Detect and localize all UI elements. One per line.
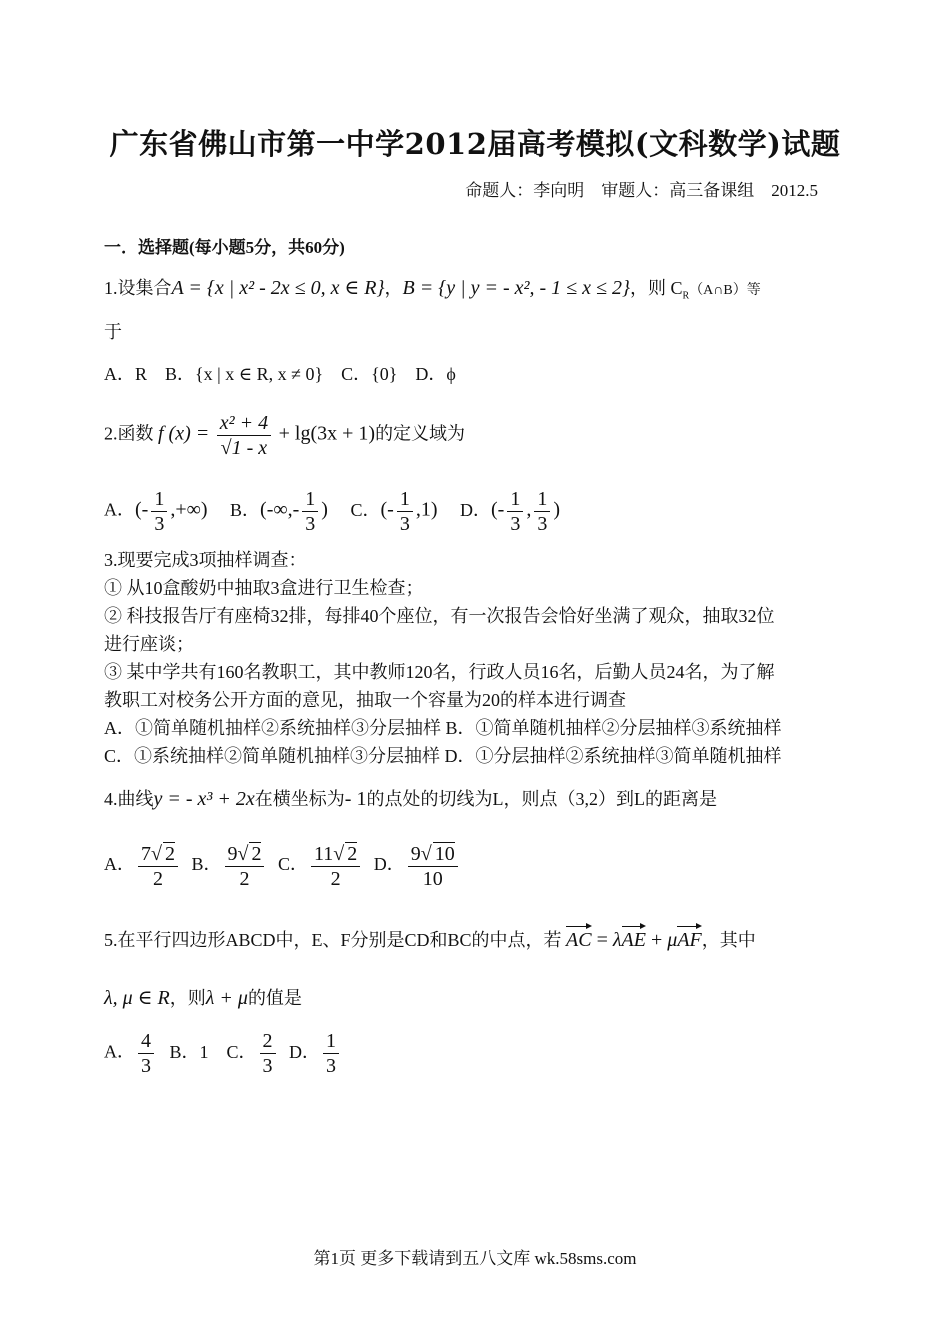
q3-line-1: 3.现要完成3项抽样调查：	[104, 550, 307, 570]
q1-cont: 于	[104, 322, 122, 342]
q5-suffix: ，其中	[701, 930, 756, 950]
q5-opt-bc: B．1 C．	[169, 1041, 257, 1062]
q5-stem: 5.在平行四边形ABCD中，E、F分别是CD和BC的中点，若 AC = λAE + μAF，其中	[104, 926, 756, 952]
q1-sub: R	[682, 290, 690, 302]
q1-options: A．R B．{x | x ∈ R, x ≠ 0} C．{0} D．ϕ	[104, 364, 456, 384]
q4-opt-a: A．	[104, 854, 135, 875]
q5-value: 的值是	[247, 988, 302, 1008]
q2-opt-a: A．	[104, 499, 135, 520]
q1-set-a: A = {x | x² - 2x ≤ 0, x ∈ R}	[171, 277, 385, 299]
q1-prefix: 1.设集合	[104, 278, 172, 298]
q1-suffix2: （A∩B）等	[689, 283, 761, 298]
q5-opt-a: A．	[104, 1041, 135, 1062]
page-title: 广东省佛山市第一中学2012届高考模拟(文科数学)试题	[109, 127, 841, 161]
q4-opt-b: B．	[191, 854, 222, 875]
q2-suffix: 的定义域为	[375, 423, 466, 444]
q1-sep: ，	[384, 278, 403, 298]
q2-opt-c: C．	[350, 499, 381, 520]
q5-options: A． $\frac{4}{3}$ B．1 C． $\frac{2}{3}$ D． $\frac{1}{3}$	[104, 1030, 342, 1077]
q3-line-4: 进行座谈；	[104, 634, 194, 654]
q2-num: x² + 4	[217, 412, 271, 436]
q2-stem	[104, 412, 465, 459]
q5-lambda-mu: λ, μ ∈ R	[104, 987, 170, 1009]
q5-then: ，则	[169, 988, 206, 1008]
q5-sum: λ + μ	[205, 987, 248, 1009]
q4-eq: y = - x³ + 2x	[153, 788, 255, 810]
q4-opt-c: C．	[277, 854, 308, 875]
q3-line-2: ① 从10盒酸奶中抽取3盒进行卫生检查；	[104, 578, 424, 598]
q4-val: - 1	[344, 788, 367, 810]
q5-opt-d: D．	[289, 1041, 321, 1062]
q3-line-3: ② 科技报告厅有座椅32排，每排40个座位，有一次报告会恰好坐满了观众，抽取32位	[104, 606, 775, 626]
q3-line-8: C．①系统抽样②简单随机抽样③分层抽样 D．①分层抽样②系统抽样③简单随机抽样	[104, 746, 782, 766]
q4-opt-d: D．	[373, 854, 405, 875]
author-line: 命题人：李向明 审题人：高三备课组 2012.5	[465, 181, 818, 200]
q3-line-5: ③ 某中学共有160名教职工，其中教师120名，行政人员16名，后勤人员24名，为了解	[104, 662, 775, 682]
q2-fx: f (x) =	[158, 422, 210, 445]
q4-prefix: 4.曲线	[104, 789, 154, 809]
q3-line-6: 教职工对校务公开方面的意见，抽取一个容量为20的样本进行调查	[104, 690, 626, 710]
q1-stem	[104, 274, 761, 302]
q2-opt-b: B．	[230, 499, 261, 520]
q2-options: A．(- $\frac{1}{3}$ ,+∞) B．(-∞,- $\frac{1}{3}$ ) C．(- $\frac{1}{3}$ ,1) D．(- $\frac{1}{3}$ , $\frac{1}{3}$ )	[104, 488, 560, 535]
q2-den: √1 - x	[220, 437, 268, 459]
section-heading: 一．选择题(每小题5分，共60分)	[104, 238, 345, 257]
q2-rest: + lg(3x + 1)	[278, 422, 376, 445]
q4-mid: 在横坐标为	[254, 789, 345, 809]
q4-stem	[104, 785, 717, 811]
page-footer: 第1页 更多下载请到五八文库 wk.58sms.com	[313, 1249, 637, 1268]
q2-prefix: 2.函数	[104, 423, 154, 444]
q4-options: A． $\frac{7√ 2}{2}$ B． $\frac{9√ 2}{2}$ C． $\frac{11√ 2}{2}$ D． $\frac{9√ 10}{10}$	[104, 842, 461, 890]
q2-fraction	[217, 412, 271, 459]
q5-prefix: 5.在平行四边形ABCD中，E、F分别是CD和BC的中点，若	[104, 930, 562, 950]
q1-suffix: ，则 C	[630, 278, 683, 298]
q2-opt-d: D．	[459, 499, 491, 520]
q3-line-7: A．①简单随机抽样②系统抽样③分层抽样 B．①简单随机抽样②分层抽样③系统抽样	[104, 718, 782, 738]
q5-line-2	[104, 984, 302, 1010]
q4-suffix: 的点处的切线为L，则点（3,2）到L的距离是	[366, 789, 717, 809]
q1-set-b: B = {y | y = - x², - 1 ≤ x ≤ 2}	[402, 277, 630, 299]
